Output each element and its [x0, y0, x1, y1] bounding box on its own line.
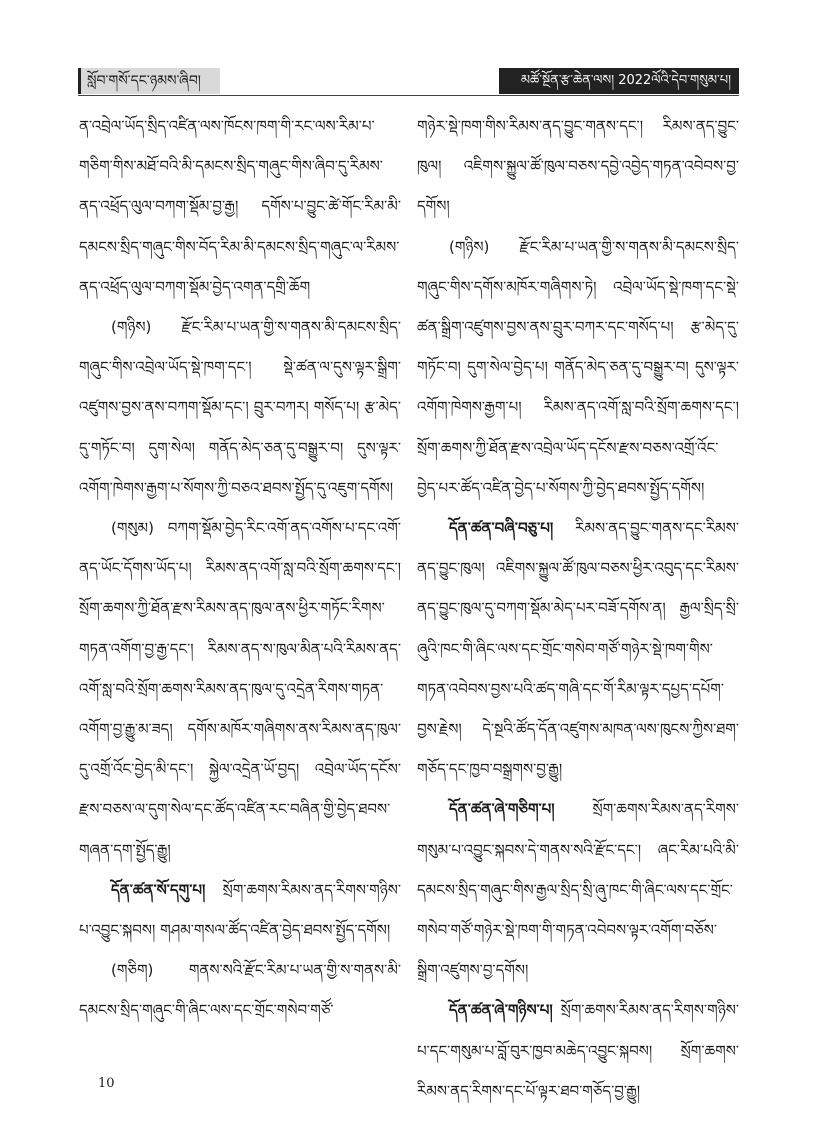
page-header	[78, 68, 739, 96]
page-number: 10	[98, 1076, 115, 1091]
article-number: དོན་ཚན་བཞི་བཅུ་པ།	[449, 519, 554, 538]
article-paragraph	[417, 789, 739, 990]
article-paragraph	[417, 990, 739, 1111]
right-column	[417, 106, 739, 1111]
paragraph: (གཅིག) གནས་སའི་རྫོང་རིམ་པ་ཡན་གྱི་ས་གནས་མི་དམངས་སྲིད་གཞུང་གི་ཞིང་ལས་དང་གྲོང་གསེབ་གཙོ་	[79, 961, 401, 1020]
article-text: རིམས་ནད་བྱུང་གནས་དང་རིམས་ནད་བྱུང་ཁུལ། འཇིགས་སྐྱུལ་ཚོ་ཁུལ་བཅས་ཕྱིར་འབུད་དང་རིམས་ནད་བྱུང་ཁུལ་དུ་བཀག་སྡོམ་མེད་པར་བཟོ་དགོས་ན། རྒྱལ་སྲིད་སྲི་ཞུའི་ཁང་གི་ཞིང་ལས་དང་གྲོང་གསེབ་གཙོ་གཉེར་སྡེ་ཁག་གིས་གཏན་འབེབས་བྱས་པའི་ཚད་གཞི་དང་གོ་རིམ་ལྟར་དཔྱད་དཔོག་བྱས་རྗེས། དེ་སྔའི་ཚོད་དོན་འཛུགས་མཁན་ལས་ཁུངས་ཀྱིས་ཐག་གཅོད་དང་ཁྱབ་བསྒྲགས་བྱ་རྒྱུ།	[417, 519, 739, 779]
article-number: དོན་ཚན་ཞེ་གཉིས་པ།	[449, 1001, 553, 1020]
article-paragraph	[79, 870, 401, 950]
journal-issue-title: མཚོ་སྔོན་རྩ་ཆེན་ལས། 2022ལོའི་དེབ་གསུམ་པ།	[499, 68, 739, 94]
article-number: དོན་ཚན་ཞེ་གཅིག་པ།	[449, 800, 555, 819]
article-text: སྲོག་ཆགས་རིམས་ནད་རིགས་གསུམ་པ་འབྱུང་སྐབས་དེ་གནས་སའི་རྫོང་དང་། ཞང་རིམ་པའི་མི་དམངས་སྲིད་གཞུང་གིས་རྒྱལ་སྲིད་སྲི་ཞུ་ཁང་གི་ཞིང་ལས་དང་གྲོང་གསེབ་གཙོ་གཉེར་སྡེ་ཁག་གི་གཏན་འབེབས་ལྟར་འགོག་བཅོས་སྒྲིག་འཛུགས་བྱ་དགོས།	[417, 800, 739, 980]
article-number: དོན་ཚན་སོ་དགུ་པ།	[111, 880, 206, 899]
paragraph: ན་འབྲེལ་ཡོད་སྲིད་འཛིན་ལས་ཁོངས་ཁག་གི་རང་ལས་རིམ་པ་གཅིག་གིས་མཐོ་བའི་མི་དམངས་སྲིད་གཞུང་གིས་ཞིབ་དུ་རིམས་ནད་འཕྲོད་ལུལ་བཀག་སྡོམ་བྱ་རྒྱ། དགོས་པ་བྱུང་ཚེ་གོང་རིམ་མི་དམངས་སྲིད་གཞུང་གིས་བོད་རིམ་མི་དམངས་སྲིད་གཞུང་ལ་རིམས་ནད་འཕྲོད་ལུལ་བཀག་སྡོམ་བྱེད་འགན་དགྲི་ཆོག	[79, 117, 401, 296]
article-paragraph	[417, 508, 739, 789]
journal-section-title: སློབ་གསོ་དང་ཉམས་ཞིབ།	[78, 68, 220, 94]
left-column	[79, 106, 401, 1031]
article-text: སྲོག་ཆགས་རིམས་ནད་རིགས་གཉིས་པ་འབྱུང་སྐབས། གཤམ་གསལ་ཚོད་འཛིན་བྱེད་ཐབས་སྤྱོད་དགོས།	[79, 880, 401, 940]
header-rule	[78, 95, 739, 96]
paragraph: (གཉིས) རྫོང་རིམ་པ་ཡན་གྱི་ས་གནས་མི་དམངས་སྲིད་གཞུང་གིས་དགོས་མཁོར་གཞིགས་ཏེ། འབྲེལ་ཡོད་སྡེ་ཁག་དང་སྡེ་ཚན་སྒྲིག་འཛུགས་བྱས་ནས་བྲུར་བཀར་དང་གསོད་པ། རྩ་མེད་དུ་གཏོང་བ། དུག་སེལ་བྱེད་པ། གནོད་མེད་ཅན་དུ་བསྒྱུར་བ། དུས་ལྟར་འགོག་ཁེགས་རྒྱག་པ། རིམས་ནད་འགོ་སླ་བའི་སྲོག་ཆགས་དང་། སྲོག་ཆགས་ཀྱི་ཐོན་རྫས་འབྲེལ་ཡོད་དངོས་རྫས་བཅས་འགྲོ་འོང་བྱེད་པར་ཚོད་འཛིན་བྱེད་པ་སོགས་ཀྱི་བྱེད་ཐབས་སྤྱོད་དགོས།	[417, 237, 739, 497]
paragraph: (གསུམ) བཀག་སྡོམ་བྱེད་རིང་འགོ་ནད་འགོས་པ་དང་འགོ་ནད་ཡོང་དོགས་ཡོད་པ། རིམས་ནད་འགོ་སླ་བའི་སྲོག་ཆགས་དང་། སྲོག་ཆགས་ཀྱི་ཐོན་རྫས་རིམས་ནད་ཁུལ་ནས་ཕྱིར་གཏོང་རིགས་གཏན་འགོག་བྱ་རྒྱ་དང་། རིམས་ནད་ས་ཁུལ་མིན་པའི་རིམས་ནད་འགོ་སླ་བའི་སྲོག་ཆགས་རིམས་ནད་ཁུལ་དུ་འདྲེན་རིགས་གཏན་འགོག་བྱ་རྒྱུ་མ་ཟད། དགོས་མཁོར་གཞིགས་ནས་རིམས་ནད་ཁུལ་དུ་འགྲོ་འོང་བྱེད་མི་དང་། སྐྱེལ་འདྲེན་ཡོ་བྱད། འབྲེལ་ཡོད་དངོས་རྫས་བཅས་ལ་དུག་སེལ་དང་ཚོད་འཛིན་རང་བཞིན་གྱི་བྱེད་ཐབས་གཞན་དག་སྤྱོད་རྒྱུ།	[79, 519, 401, 859]
paragraph: (གཉིས) རྫོང་རིམ་པ་ཡན་གྱི་ས་གནས་མི་དམངས་སྲིད་གཞུང་གིས་འབྲེལ་ཡོད་སྡེ་ཁག་དང་། སྡེ་ཚན་ལ་དུས་ལྟར་སྒྲིག་འཛུགས་བྱས་ནས་བཀག་སྡོམ་དང་། བྲུར་བཀར། གསོད་པ། རྩ་མེད་དུ་གཏོང་བ། དུག་སེལ། གནོད་མེད་ཅན་དུ་བསྒྱུར་བ། དུས་ལྟར་འགོག་ཁེགས་རྒྱག་པ་སོགས་ཀྱི་བཅའ་ཐབས་སྤྱོད་དུ་འཇུག་དགོས།	[79, 318, 401, 497]
article-text: སྲོག་ཆགས་རིམས་ནད་རིགས་གཉིས་པ་དང་གསུམ་པ་བློ་བུར་ཁྱབ་མཆེད་འབྱུང་སྐབས། སྲོག་ཆགས་རིམས་ནད་རིགས་དང་པོ་ལྟར་ཐབ་གཅོད་བྱ་རྒྱུ།	[417, 1001, 739, 1100]
paragraph: གཉེར་སྡེ་ཁག་གིས་རིམས་ནད་བྱུང་གནས་དང་། རིམས་ནད་བྱུང་ཁུལ། འཇིགས་སྐྱུལ་ཚོ་ཁུལ་བཅས་དབྱེ་འབྱེད་གཏན་འབེབས་བྱ་དགོས།	[417, 117, 739, 216]
